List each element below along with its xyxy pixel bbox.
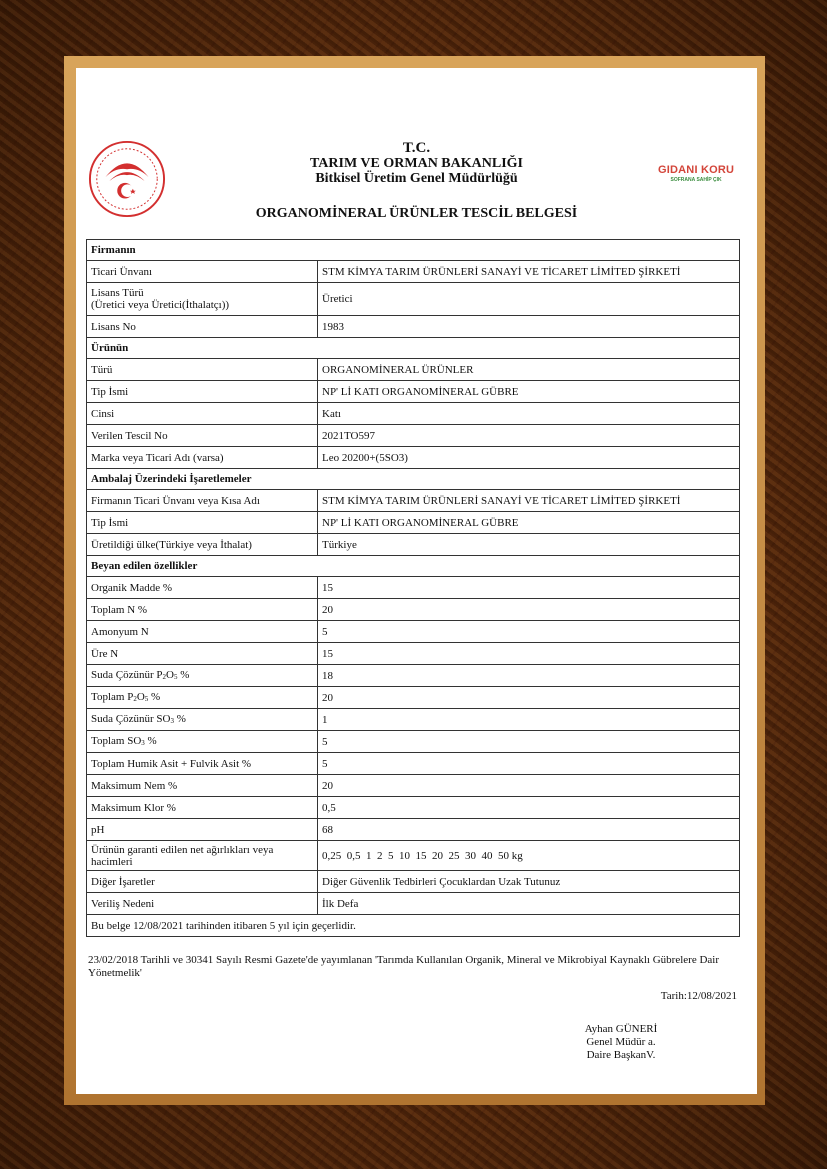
- table-row: [87, 469, 740, 490]
- license-type-label: Lisans Türü: [91, 287, 144, 299]
- table-row: [87, 599, 740, 621]
- field-value: NP' Lİ KATI ORGANOMİNERAL GÜBRE: [318, 381, 740, 403]
- field-value: 1983: [318, 316, 740, 338]
- field-value: Üretici: [318, 283, 740, 316]
- table-row: [87, 425, 740, 447]
- field-value: 2021TO597: [318, 425, 740, 447]
- field-value: Türkiye: [318, 534, 740, 556]
- field-label: Üretildiği ülke(Türkiye veya İthalat): [87, 534, 318, 556]
- signer-title: Daire BaşkanV.: [586, 1049, 656, 1061]
- brand-logo: [658, 164, 734, 183]
- table-row: [87, 797, 740, 819]
- table-row: [87, 316, 740, 338]
- table-row: [87, 381, 740, 403]
- field-value: NP' Lİ KATI ORGANOMİNERAL GÜBRE: [318, 512, 740, 534]
- table-row: [87, 893, 740, 915]
- field-label: Toplam N %: [87, 599, 318, 621]
- certificate-paper: [76, 68, 757, 1094]
- field-value: İlk Defa: [318, 893, 740, 915]
- table-row: [87, 261, 740, 283]
- regulation-note: 23/02/2018 Tarihli ve 30341 Sayılı Resmi Gazete'de yayımlanan 'Tarımda Kullanılan Organik, Mineral ve Mikrobiyal Kaynaklı Gübrelere Dair Yönetmelik': [88, 954, 719, 979]
- table-row: [87, 819, 740, 841]
- signer-title: Genel Müdür a.: [586, 1036, 656, 1048]
- field-label: [87, 731, 318, 753]
- header-line-ministry: TARIM VE ORMAN BAKANLIĞI: [310, 156, 523, 171]
- field-label: Maksimum Klor %: [87, 797, 318, 819]
- subscript: 5: [173, 672, 178, 681]
- table-row: [87, 490, 740, 512]
- label-text: O: [136, 690, 145, 703]
- field-label: Marka veya Ticari Adı (varsa): [87, 447, 318, 469]
- section-firm: Firmanın: [87, 240, 740, 261]
- label-text: %: [173, 712, 186, 725]
- field-value: Leo 20200+(5SO3): [318, 447, 740, 469]
- table-row: [87, 687, 740, 709]
- label-text: O: [166, 668, 174, 681]
- field-label: Maksimum Nem %: [87, 775, 318, 797]
- field-label: pH: [87, 819, 318, 841]
- field-value: Katı: [318, 403, 740, 425]
- table-row: [87, 665, 740, 687]
- table-row: [87, 643, 740, 665]
- document-title: ORGANOMİNERAL ÜRÜNLER TESCİL BELGESİ: [255, 206, 578, 221]
- field-value: 20: [318, 599, 740, 621]
- field-label: Ürünün garanti edilen net ağırlıkları veya hacimleri: [87, 841, 318, 871]
- field-value: 20: [318, 775, 740, 797]
- section-product: Ürünün: [87, 338, 740, 359]
- section-declared: Beyan edilen özellikler: [87, 556, 740, 577]
- field-label: Lisans No: [87, 316, 318, 338]
- label-text: %: [144, 734, 157, 747]
- field-label: [87, 283, 318, 316]
- validity-statement: Bu belge 12/08/2021 tarihinden itibaren 5 yıl için geçerlidir.: [87, 915, 740, 937]
- header-line-directorate: Bitkisel Üretim Genel Müdürlüğü: [315, 171, 518, 186]
- table-row: [87, 359, 740, 381]
- table-row: [87, 915, 740, 937]
- field-label: Verilen Tescil No: [87, 425, 318, 447]
- field-value: 1: [318, 709, 740, 731]
- table-row: [87, 512, 740, 534]
- signature-block: [581, 1023, 661, 1062]
- table-row: [87, 731, 740, 753]
- issue-date: Tarih:12/08/2021: [660, 990, 737, 1002]
- table-row: [87, 841, 740, 871]
- subscript: 2: [133, 694, 137, 703]
- table-row: [87, 338, 740, 359]
- field-label: [87, 709, 318, 731]
- field-value: 5: [318, 621, 740, 643]
- table-row: [87, 240, 740, 261]
- label-text: %: [177, 668, 190, 681]
- document-header: [76, 140, 757, 186]
- signer-name: Ayhan GÜNERİ: [584, 1023, 658, 1035]
- subscript: 3: [170, 716, 174, 725]
- table-row: [87, 283, 740, 316]
- table-row: [87, 871, 740, 893]
- subscript: 2: [162, 672, 166, 681]
- table-row: [87, 709, 740, 731]
- subscript: 5: [144, 694, 149, 703]
- table-row: [87, 753, 740, 775]
- section-packaging: Ambalaj Üzerindeki İşaretlemeler: [87, 469, 740, 490]
- label-text: Suda Çözünür SO: [91, 712, 171, 725]
- table-row: [87, 447, 740, 469]
- field-label: Amonyum N: [87, 621, 318, 643]
- label-text: %: [148, 690, 161, 703]
- field-value: 15: [318, 577, 740, 599]
- field-label: Organik Madde %: [87, 577, 318, 599]
- brand-tagline: SOFRANA SAHİP ÇIK: [670, 177, 722, 183]
- field-value: ORGANOMİNERAL ÜRÜNLER: [318, 359, 740, 381]
- field-label: Veriliş Nedeni: [87, 893, 318, 915]
- field-label: Cinsi: [87, 403, 318, 425]
- license-type-note: (Üretici veya Üretici(İthalatçı)): [91, 299, 230, 311]
- table-row: [87, 534, 740, 556]
- field-label: [87, 665, 318, 687]
- field-value: 5: [318, 731, 740, 753]
- field-label: Türü: [87, 359, 318, 381]
- field-label: Firmanın Ticari Ünvanı veya Kısa Adı: [87, 490, 318, 512]
- field-value: 68: [318, 819, 740, 841]
- table-row: [87, 621, 740, 643]
- field-value: 0,25 0,5 1 2 5 10 15 20 25 30 40 50 kg: [318, 841, 740, 871]
- field-value: 15: [318, 643, 740, 665]
- field-label: Diğer İşaretler: [87, 871, 318, 893]
- registration-table: [86, 239, 740, 937]
- brand-name: GIDANI KORU: [658, 164, 735, 176]
- table-row: [87, 556, 740, 577]
- field-value: 0,5: [318, 797, 740, 819]
- label-text: Suda Çözünür P: [91, 668, 163, 681]
- label-text: Toplam P: [91, 690, 134, 703]
- field-value: STM KİMYA TARIM ÜRÜNLERİ SANAYİ VE TİCARET LİMİTED ŞİRKETİ: [318, 490, 740, 512]
- header-line-tc: T.C.: [402, 140, 431, 156]
- table-row: [87, 403, 740, 425]
- field-value: 18: [318, 665, 740, 687]
- field-label: [87, 687, 318, 709]
- table-row: [87, 577, 740, 599]
- field-label: Tip İsmi: [87, 512, 318, 534]
- field-label: Toplam Humik Asit + Fulvik Asit %: [87, 753, 318, 775]
- label-text: Toplam SO: [91, 734, 142, 747]
- field-label: Tip İsmi: [87, 381, 318, 403]
- field-value: Diğer Güvenlik Tedbirleri Çocuklardan Uzak Tutunuz: [318, 871, 740, 893]
- field-label: Üre N: [87, 643, 318, 665]
- subscript: 3: [141, 738, 145, 747]
- table-row: [87, 775, 740, 797]
- field-value: 20: [318, 687, 740, 709]
- field-value: STM KİMYA TARIM ÜRÜNLERİ SANAYİ VE TİCARET LİMİTED ŞİRKETİ: [318, 261, 740, 283]
- field-value: 5: [318, 753, 740, 775]
- field-label: Ticari Ünvanı: [87, 261, 318, 283]
